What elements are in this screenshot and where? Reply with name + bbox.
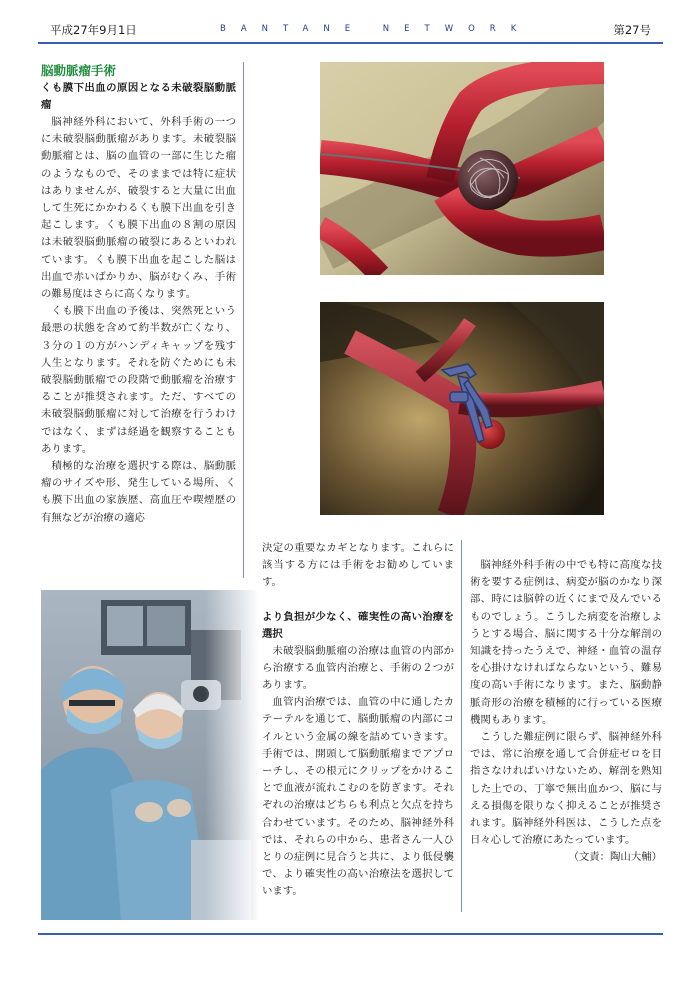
body-paragraph: 未破裂脳動脈瘤の治療は血管の内部から治療する血管内治療と、手術の２つがあります。 <box>262 644 454 692</box>
section-subtitle: より負担が少なく、確実性の高い治療を選択 <box>262 610 454 640</box>
column-divider-left <box>243 62 244 578</box>
body-paragraph: 脳神経外科において、外科手術の一つに未破裂脳動脈瘤があります。未破裂脳動脈瘤とは、脳の血管の一部に生じた瘤のようなもので、そのままでは特に症状はありませんが、破裂すると大量に出血して生死にかかわるくも膜下出血を引き起こします。くも膜下出血の８割の原因は未破裂脳動脈瘤の破裂にあるといわれています。くも膜下出血を起こした脳は出血で赤いばかりか、脳がむくみ、手術の難易度はさらに高くなります。 <box>41 116 236 301</box>
page-header <box>38 18 663 42</box>
newsletter-name: BANTANE NETWORK <box>220 24 532 34</box>
body-paragraph: 決定の重要なカギとなります。これらに該当する方には手術をお勧めしています。 <box>262 542 454 589</box>
surgery-photo <box>41 590 259 920</box>
aneurysm-clipping-illustration <box>320 302 604 515</box>
article-subtitle: くも膜下出血の原因となる未破裂脳動脈瘤 <box>41 82 236 111</box>
issue-number: 第27号 <box>613 23 651 37</box>
body-paragraph: 積極的な治療を選択する際は、脳動脈瘤のサイズや形、発生している場所、くも膜下出血の家族歴、高血圧や喫煙歴の有無などが治療の適応 <box>41 460 236 524</box>
section-title: 脳動脈瘤手術 <box>41 63 117 78</box>
body-paragraph: こうした難症例に限らず、脳神経外科では、常に治療を通して合併症ゼロを目指さなければいけないため、解剖を熟知した上での、丁寧で無出血かつ、脳に与える損傷を限りなく抑えることが推奨されます。脳神経外科医は、こうした点を日々心して治療にあたっています。 <box>470 731 662 847</box>
column-divider-middle <box>461 540 462 912</box>
author-credit: （文責：陶山大輔） <box>568 851 662 864</box>
issue-date: 平成27年9月1日 <box>50 23 137 37</box>
article-column-1 <box>41 62 236 527</box>
article-column-2 <box>262 540 454 901</box>
footer-rule <box>38 933 663 935</box>
body-paragraph: 脳神経外科手術の中でも特に高度な技術を要する症例は、病変が脳のかなり深部、時には脳幹の近くにまで及んでいるものでしょう。こうした病変を治療しようとする場合、脳に関する十分な解剖の知識を持ったうえで、神経・血管の温存を心掛けなければならないという、難易度の高い手術になります。また、脳動静脈奇形の治療を積極的に行っている医療機関もあります。 <box>470 559 662 726</box>
header-rule <box>38 42 663 44</box>
body-paragraph: 血管内治療では、血管の中に通したカテーテルを通じて、脳動脈瘤の内部にコイルという金属の線を詰めていきます。手術では、開頭して脳動脈瘤までアプローチし、その根元にクリップをかけることで血液が流れこむのを防ぎます。それぞれの治療はどちらも利点と欠点を持ち合わせています。そのため、脳神経外科では、それらの中から、患者さん一人ひとりの症例に見合うと共に、より低侵襲で、より確実性の高い治療法を選択しています。 <box>262 696 454 898</box>
article-column-3 <box>470 557 662 867</box>
body-paragraph: くも膜下出血の予後は、突然死という最悪の状態を含めて約半数が亡くなり、３分の１の方がハンディキャップを残す人生となります。それを防ぐためにも未破裂脳動脈瘤での段階で動脈瘤を治療することが推奨されます。ただ、すべての未破裂脳動脈瘤に対して治療を行うわけではなく、まずは経過を観察することもあります。 <box>41 305 236 455</box>
coil-embolization-illustration <box>320 62 604 275</box>
